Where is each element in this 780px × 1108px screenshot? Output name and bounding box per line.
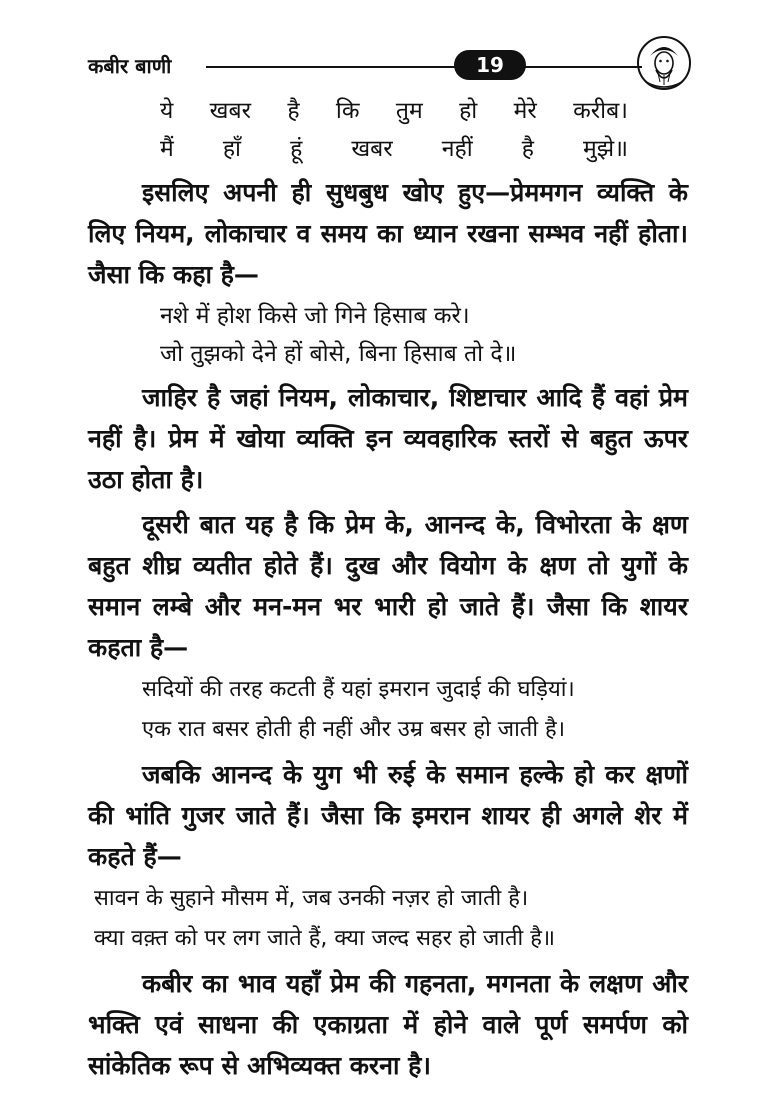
verse-word: करीब। xyxy=(573,98,628,124)
verse-3-line-1: सदियों की तरह कटती हैं यहां इमरान जुदाई की घड़ियां। xyxy=(142,677,575,702)
verse-1-line-1 xyxy=(88,92,688,130)
verse-word: हाँ xyxy=(222,136,241,162)
paragraph-1: इसलिए अपनी ही सुधबुध खोए हुए—प्रेममगन व्यक्ति के लिए नियम, लोकाचार व समय का ध्यान रखना सम्भव नहीं होता। जैसा कि कहा है— xyxy=(88,178,688,289)
verse-3-line-2: एक रात बसर होती ही नहीं और उम्र बसर हो जाती है। xyxy=(142,717,566,742)
verse-4-line-2: क्या वक़्त को पर लग जाते हैं, क्या जल्द सहर हो जाती है॥ xyxy=(94,926,556,951)
paragraph-3: दूसरी बात यह है कि प्रेम के, आनन्द के, विभोरता के क्षण बहुत शीघ्र व्यतीत होते हैं। दुख और वियोग के क्षण तो युगों के समान लम्बे और मन-मन भर भारी हो जाते हैं। जैसा कि शायर कहता है— xyxy=(88,510,688,662)
verse-word: कि xyxy=(335,98,360,124)
verse-word: हूं xyxy=(290,136,303,162)
verse-word: हो xyxy=(459,98,478,124)
verse-word: मैं xyxy=(160,136,174,162)
verse-word: खबर xyxy=(351,136,393,162)
verse-4-line-1: सावन के सुहाने मौसम में, जब उनकी नज़र हो जाती है। xyxy=(94,886,529,911)
verse-word: ये xyxy=(160,98,174,124)
verse-word: मेरे xyxy=(513,98,537,124)
page-header xyxy=(88,44,688,84)
verse-1-line-2 xyxy=(88,130,688,168)
paragraph-4: जबकि आनन्द के युग भी रुई के समान हल्के हो कर क्षणों की भांति गुजर जाते हैं। जैसा कि इमरान शायर ही अगले शेर में कहते हैं— xyxy=(88,760,688,871)
verse-2-line-2: जो तुझको देने हों बोसे, बिना हिसाब तो दे॥ xyxy=(160,341,517,367)
paragraph-2: जाहिर है जहां नियम, लोकाचार, शिष्टाचार आदि हैं वहां प्रेम नहीं है। प्रेम में खोया व्यक्ति इन व्यवहारिक स्तरों से बहुत ऊपर उठा होता है। xyxy=(88,383,688,494)
header-rule-left xyxy=(206,66,456,68)
verse-word: तुम xyxy=(395,98,423,124)
page-content xyxy=(88,92,688,1088)
verse-word: मुझे॥ xyxy=(583,136,628,162)
verse-word: खबर xyxy=(209,98,252,124)
verse-2-line-1: नशे में होश किसे जो गिने हिसाब करे। xyxy=(160,303,470,329)
header-rule-right xyxy=(524,66,642,68)
verse-word: है xyxy=(521,136,534,162)
verse-word: नहीं xyxy=(441,136,473,162)
kabir-portrait-icon xyxy=(636,32,692,94)
book-title: कबीर बाणी xyxy=(88,54,172,78)
paragraph-5: कबीर का भाव यहाँ प्रेम की गहनता, मगनता के लक्षण और भक्ति एवं साधना की एकाग्रता में होने वाले पूर्ण समर्पण को सांकेतिक रूप से अभिव्यक्त करना है। xyxy=(88,969,688,1080)
page-number: 19 xyxy=(454,50,526,80)
verse-word: है xyxy=(287,98,300,124)
